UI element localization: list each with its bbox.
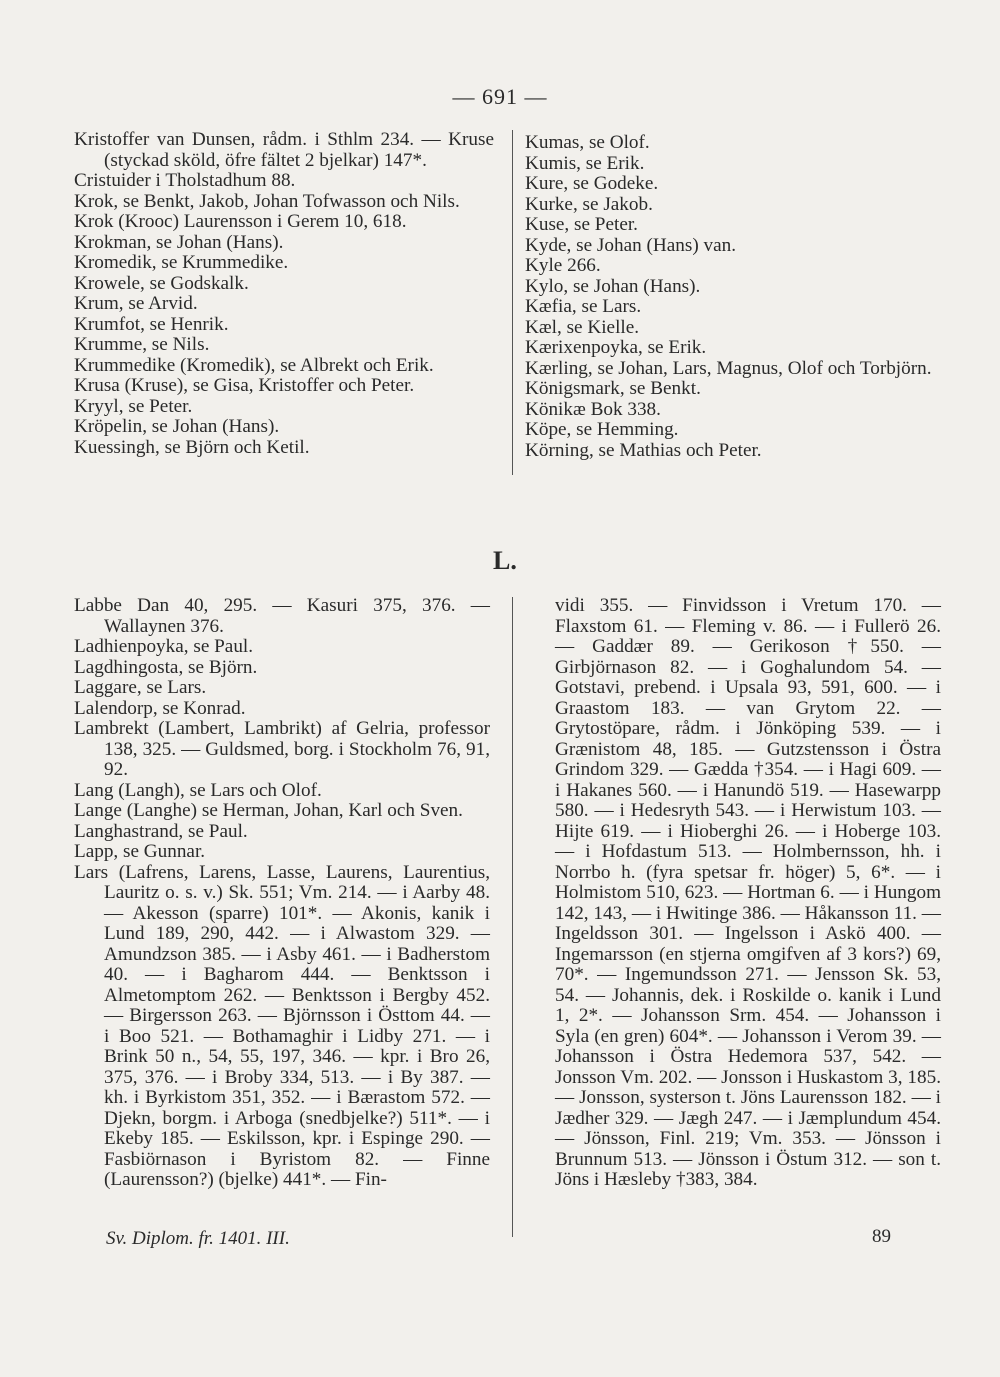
index-entry: Krokman, se Johan (Hans). — [74, 231, 284, 253]
index-entry: Kyde, se Johan (Hans) van. — [525, 234, 737, 256]
index-entry: Lalendorp, se Konrad. — [74, 697, 246, 719]
index-entry: Kure, se Godeke. — [525, 173, 659, 194]
index-entry: Kromedik, se Krummedike. — [74, 252, 289, 273]
index-entry: Kröpelin, se Johan (Hans). — [74, 416, 280, 437]
index-entry: Krumme, se Nils. — [74, 334, 210, 355]
index-entry: Kuessingh, se Björn och Ketil. — [74, 436, 310, 458]
index-entry: Kylo, se Johan (Hans). — [525, 275, 701, 297]
index-entry: Kumas, se Olof. — [525, 132, 650, 153]
index-entry: Krum, se Arvid. — [74, 293, 198, 314]
index-entry: Kumis, se Erik. — [525, 152, 645, 174]
footer-sheet-number: 89 — [872, 1226, 891, 1247]
index-column-top-right — [525, 133, 945, 461]
index-entry: Kryyl, se Peter. — [74, 395, 193, 417]
index-column-bottom-left — [74, 596, 490, 1191]
index-entry: Lange (Langhe) se Herman, Johan, Karl och Sven. — [74, 800, 463, 821]
index-entry: vidi 355. — Finvidsson i Vretum 170. — Flaxstom 61. — Fleming v. 86. — i Fullerö 26. — Gaddær 89. — Gerikoson †550. — Girbjörnason 82. — i Goghalundom 54. — Gotstavi, prebend. i Upsala 93, 591, 600. — i Graastom 183. — van Grytom 22. — Grytostöpare, rådm. i Jönköping 539. — i Grænistom 48, 185. — Gutzstensson i Östra Grindom 329. — Gædda †354. — i Hagi 609. — i Hakanes 560. — i Hanundö 519. — Hasewarpp 580. — i Hedesryth 543. — i Herwistum 103. — Hijte 619. — i Hioberghi 26. — i Hoberge 103. — i Hofdastum 513. — Holmbernsson, hh. i Norrbo h. (fyra spetsar fr. höger) 5, 6*. — i Holmistom 510, 623. — Hortman 6. — i Hungom 142, 143, — i Hwitinge 386. — Håkansson 11. — Ingeldsson 301. — Ingelsson i Askö 400. — Ingemarsson (en stjerna omgifven af 3 kors?) 69, 70*. — Ingemundsson 271. — Jensson Sk. 53, 54. — Johannis, dek. i Roskilde o. kanik i Lund 1, 2*. — Johansson Srm. 454. — Johansson i Syla (en gren) 604*. — Johansson i Verom 39. — Johansson i Östra Hedemora 537, 542. — Jonsson Vm. 202. — Jonsson i Huskastom 3, 185. — Jonsson, systerson t. Jöns Laurensson 182. — i Jædher 329. — Jægh 247. — i Jæmplundum 454. — Jönsson, Finl. 219; Vm. 353. — Jönsson i Brunnum 513. — Jönsson i Östum 312. — son t. Jöns i Hæsleby †383, 384. — [555, 595, 941, 1190]
index-entry: Laggare, se Lars. — [74, 677, 207, 698]
index-entry: Krummedike (Kromedik), se Albrekt och Erik. — [74, 354, 434, 376]
footer-signature: Sv. Diplom. fr. 1401. III. — [106, 1228, 290, 1249]
index-entry: Königsmark, se Benkt. — [525, 378, 701, 399]
index-entry: Krok, se Benkt, Jakob, Johan Tofwasson och Nils. — [74, 190, 460, 212]
index-entry: Könikæ Bok 338. — [525, 398, 661, 420]
index-entry: Kyle 266. — [525, 255, 601, 276]
index-entry: Köpe, se Hemming. — [525, 419, 679, 440]
index-entry: Ladhienpoyka, se Paul. — [74, 636, 254, 657]
index-entry: Kuse, se Peter. — [525, 214, 638, 235]
index-entry: Krumfot, se Henrik. — [74, 313, 229, 335]
column-divider-bottom — [512, 597, 513, 1237]
column-divider-top — [512, 130, 513, 475]
index-entry: Cristuider i Tholstadhum 88. — [74, 170, 296, 191]
section-letter: L. — [493, 546, 517, 575]
index-column-top-left — [74, 130, 494, 458]
index-entry: Lapp, se Gunnar. — [74, 841, 206, 862]
index-entry: Kristoffer van Dunsen, rådm. i Sthlm 234. — Kruse (styckad sköld, öfre fältet 2 bjelkar) 147*. — [74, 129, 494, 171]
index-entry: Krok (Krooc) Laurensson i Gerem 10, 618. — [74, 211, 407, 232]
index-entry: Kærixenpoyka, se Erik. — [525, 337, 707, 358]
index-entry: Kærling, se Johan, Lars, Magnus, Olof och Torbjörn. — [525, 357, 932, 379]
index-column-bottom-right — [555, 596, 941, 1191]
index-entry: Lars (Lafrens, Larens, Lasse, Laurens, Laurentius, Lauritz o. s. v.) Sk. 551; Vm. 214. — i Aarby 48. — Akesson (sparre) 101*. — Akonis, kanik i Lund 189, 290, 442. — i Alwastom 329. — Amundzson 385. — i Asby 461. — i Badherstom 40. — i Bagharom 444. — Benktsson i Almetomptom 262. — Benktsson i Bergby 452. — Birgersson 263. — Björnsson i Östtom 44. — i Boo 521. — Bothamaghir i Lidby 271. — i Brink 50 n., 54, 55, 197, 346. — kpr. i Bro 26, 375, 376. — i Broby 334, 513. — i By 387. — kh. i Byrkistom 351, 352. — i Bærastom 572. — Djekn, borgm. i Arboga (snedbjelke?) 511*. — i Ekeby 185. — Eskilsson, kpr. i Espinge 290. — Fasbiörnason i Byristom 82. — Finne (Laurensson?) (bjelke) 441*. — Fin- — [74, 861, 490, 1190]
index-entry: Kæfia, se Lars. — [525, 296, 642, 317]
index-entry: Labbe Dan 40, 295. — Kasuri 375, 376. — Wallaynen 376. — [74, 595, 490, 637]
index-entry: Körning, se Mathias och Peter. — [525, 439, 762, 461]
index-entry: Kurke, se Jakob. — [525, 193, 653, 215]
index-entry: Lagdhingosta, se Björn. — [74, 656, 258, 678]
index-entry: Lambrekt (Lambert, Lambrikt) af Gelria, professor 138, 325. — Guldsmed, borg. i Stockholm 76, 91, 92. — [74, 718, 490, 780]
index-entry: Langhastrand, se Paul. — [74, 820, 248, 842]
index-entry: Krusa (Kruse), se Gisa, Kristoffer och Peter. — [74, 375, 415, 396]
page-number: — 691 — — [452, 84, 548, 109]
index-entry: Krowele, se Godskalk. — [74, 272, 249, 294]
index-entry: Kæl, se Kielle. — [525, 316, 640, 338]
index-entry: Lang (Langh), se Lars och Olof. — [74, 779, 322, 801]
